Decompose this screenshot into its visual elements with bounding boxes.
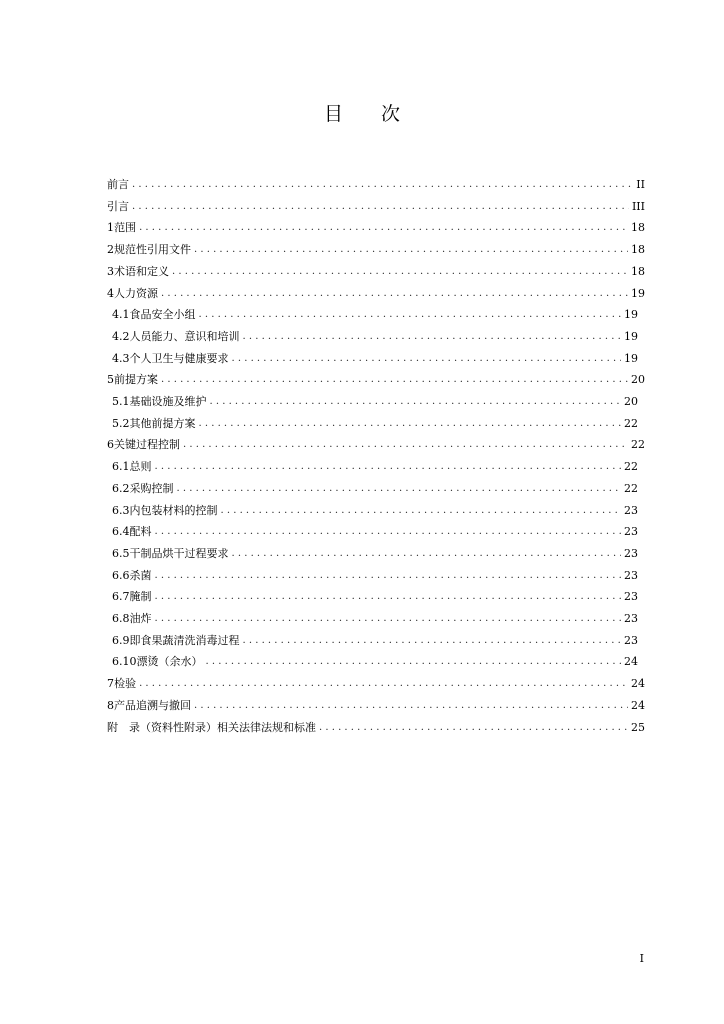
toc-entry-number: 6.3 xyxy=(112,503,130,517)
dot-leader xyxy=(243,330,622,344)
toc-entry-4-3[interactable] xyxy=(112,346,638,366)
toc-entry-4[interactable] xyxy=(107,281,645,301)
toc-entry-page: 20 xyxy=(631,373,645,387)
dot-leader xyxy=(155,590,622,604)
dot-leader xyxy=(183,438,628,452)
toc-entry-label: 食品安全小组 xyxy=(129,308,196,322)
toc-entry-label: 腌制 xyxy=(129,590,152,604)
toc-entry-label: 范围 xyxy=(114,221,137,235)
dot-leader xyxy=(132,200,629,214)
toc-entry-page: 22 xyxy=(624,481,638,495)
toc-entry-label: 总则 xyxy=(129,460,152,474)
toc-entry-label: 术语和定义 xyxy=(114,264,169,278)
toc-entry-6-2[interactable] xyxy=(112,476,638,496)
toc-entry-page: 23 xyxy=(624,633,638,647)
dot-leader xyxy=(199,308,622,322)
toc-entry-label: 关键过程控制 xyxy=(114,438,180,452)
toc-entry-6-1[interactable] xyxy=(112,454,638,474)
toc-entry-page: 23 xyxy=(624,590,638,604)
toc-entry-number: 2 xyxy=(107,243,114,257)
toc-entry-number: 7 xyxy=(107,677,114,691)
toc-entry-number: 5.1 xyxy=(112,395,130,408)
toc-entry-8[interactable] xyxy=(107,693,645,713)
toc-entry-number: 5 xyxy=(107,373,114,387)
toc-entry-appendix[interactable] xyxy=(107,715,645,735)
toc-entry-6-6[interactable] xyxy=(112,563,638,583)
toc-entry-number: 引 xyxy=(107,199,118,213)
dot-leader xyxy=(243,634,622,648)
toc-entry-number: 6.7 xyxy=(112,590,130,604)
toc-entry-number: 4.2 xyxy=(112,329,130,343)
toc-entry-page: 20 xyxy=(624,395,638,408)
toc-entry-5-2[interactable] xyxy=(112,411,638,431)
toc-entry-6-8[interactable] xyxy=(112,606,638,626)
toc-entry-6-3[interactable] xyxy=(112,498,638,518)
toc-entry-number: 1 xyxy=(107,221,114,235)
toc-entry-label: 油炸 xyxy=(129,612,152,625)
dot-leader xyxy=(155,525,622,539)
dot-leader xyxy=(155,612,622,626)
table-of-contents xyxy=(0,172,724,742)
toc-entry-number: 8 xyxy=(107,698,114,712)
toc-entry-2[interactable] xyxy=(107,237,645,257)
toc-entry-label: 言 xyxy=(118,199,129,213)
dot-leader xyxy=(139,677,628,691)
dot-leader xyxy=(199,417,622,431)
toc-entry-3[interactable] xyxy=(107,259,645,279)
toc-entry-page: 19 xyxy=(624,308,638,322)
toc-entry-label: 采购控制 xyxy=(129,481,174,495)
toc-entry-label: 产品追溯与撤回 xyxy=(114,698,191,712)
toc-entry-introduction[interactable] xyxy=(107,194,645,214)
toc-entry-5-1[interactable] xyxy=(112,389,638,409)
toc-entry-page: III xyxy=(631,199,645,213)
toc-entry-page: 18 xyxy=(631,264,645,278)
toc-entry-page: 19 xyxy=(631,286,645,300)
toc-entry-label: 漂烫（余水） xyxy=(136,655,203,669)
toc-entry-4-2[interactable] xyxy=(112,324,638,344)
toc-entry-7[interactable] xyxy=(107,671,645,691)
toc-entry-label: 前提方案 xyxy=(114,373,158,387)
toc-entry-page: 24 xyxy=(631,698,645,712)
dot-leader xyxy=(194,243,628,257)
toc-entry-label: 内包装材料的控制 xyxy=(129,503,218,517)
toc-entry-number: 6 xyxy=(107,438,114,452)
toc-entry-label: 基础设施及维护 xyxy=(129,395,207,408)
toc-entry-number: 4.1 xyxy=(112,308,130,322)
toc-entry-label: 检验 xyxy=(114,677,137,691)
toc-entry-6-7[interactable] xyxy=(112,584,638,604)
toc-entry-number: 6.6 xyxy=(112,568,130,582)
dot-leader xyxy=(232,547,622,561)
dot-leader xyxy=(161,287,628,301)
toc-entry-page: 23 xyxy=(624,568,638,582)
toc-entry-number: 6.10 xyxy=(112,655,137,669)
dot-leader xyxy=(210,395,622,409)
toc-entry-6[interactable] xyxy=(107,432,645,452)
dot-leader xyxy=(319,721,628,735)
toc-entry-6-4[interactable] xyxy=(112,519,638,539)
toc-entry-label: 干制品烘干过程要求 xyxy=(129,546,229,560)
dot-leader xyxy=(161,373,628,387)
toc-entry-page: 22 xyxy=(624,416,638,430)
toc-entry-label: 规范性引用文件 xyxy=(114,243,191,257)
toc-entry-label: 个人卫生与健康要求 xyxy=(129,351,229,365)
toc-entry-page: 19 xyxy=(624,351,638,365)
toc-entry-page: 24 xyxy=(624,655,638,669)
dot-leader xyxy=(132,178,633,192)
toc-entry-number: 前 xyxy=(107,178,118,191)
dot-leader xyxy=(177,482,622,496)
toc-entry-page: 22 xyxy=(631,438,645,452)
toc-entry-number: 6.8 xyxy=(112,612,130,625)
toc-entry-page: 23 xyxy=(624,546,638,560)
toc-entry-label: 人员能力、意识和培训 xyxy=(129,329,240,343)
toc-entry-number: 4 xyxy=(107,286,114,300)
toc-entry-label: 人力资源 xyxy=(114,286,158,300)
dot-leader xyxy=(155,460,622,474)
toc-entry-label: 杀菌 xyxy=(129,568,152,582)
toc-entry-6-9[interactable] xyxy=(112,628,638,648)
toc-title: 目 次 xyxy=(323,103,400,125)
toc-entry-5[interactable] xyxy=(107,367,645,387)
dot-leader xyxy=(221,504,622,518)
page-number: I xyxy=(639,952,644,965)
dot-leader xyxy=(194,699,628,713)
toc-entry-page: 25 xyxy=(631,720,645,734)
toc-entry-number: 6.4 xyxy=(112,525,130,539)
toc-entry-number: 6.9 xyxy=(112,633,130,647)
dot-leader xyxy=(232,352,622,366)
toc-entry-page: 18 xyxy=(631,221,645,235)
dot-leader xyxy=(206,655,622,669)
toc-entry-page: 23 xyxy=(624,612,638,625)
toc-entry-number: 6.5 xyxy=(112,546,130,560)
toc-entry-number: 5.2 xyxy=(112,416,130,430)
toc-entry-label: （资料性附录）相关法律法规和标准 xyxy=(140,720,316,734)
toc-entry-number: 3 xyxy=(107,264,114,278)
toc-entry-number: 6.2 xyxy=(112,481,130,495)
toc-entry-4-1[interactable] xyxy=(112,302,638,322)
toc-entry-label: 其他前提方案 xyxy=(129,416,196,430)
toc-entry-page: 23 xyxy=(624,503,638,517)
toc-entry-page: 19 xyxy=(624,329,638,343)
toc-entry-label: 配料 xyxy=(129,525,152,539)
toc-entry-page: 24 xyxy=(631,677,645,691)
toc-entry-number: 6.1 xyxy=(112,460,130,474)
toc-entry-page: 23 xyxy=(624,525,638,539)
toc-entry-page: 18 xyxy=(631,243,645,257)
toc-entry-1[interactable] xyxy=(107,215,645,235)
toc-entry-page: 22 xyxy=(624,460,638,474)
toc-entry-number: 4.3 xyxy=(112,351,130,365)
toc-entry-foreword[interactable] xyxy=(107,172,645,192)
toc-entry-page: II xyxy=(636,178,645,191)
toc-entry-number: 附 录 xyxy=(107,720,140,734)
toc-entry-6-5[interactable] xyxy=(112,541,638,561)
dot-leader xyxy=(155,569,622,583)
toc-entry-label: 言 xyxy=(118,178,129,191)
dot-leader xyxy=(172,265,628,279)
toc-entry-6-10[interactable] xyxy=(112,649,638,669)
toc-entry-label: 即食果蔬清洗消毒过程 xyxy=(129,633,240,647)
dot-leader xyxy=(139,221,628,235)
